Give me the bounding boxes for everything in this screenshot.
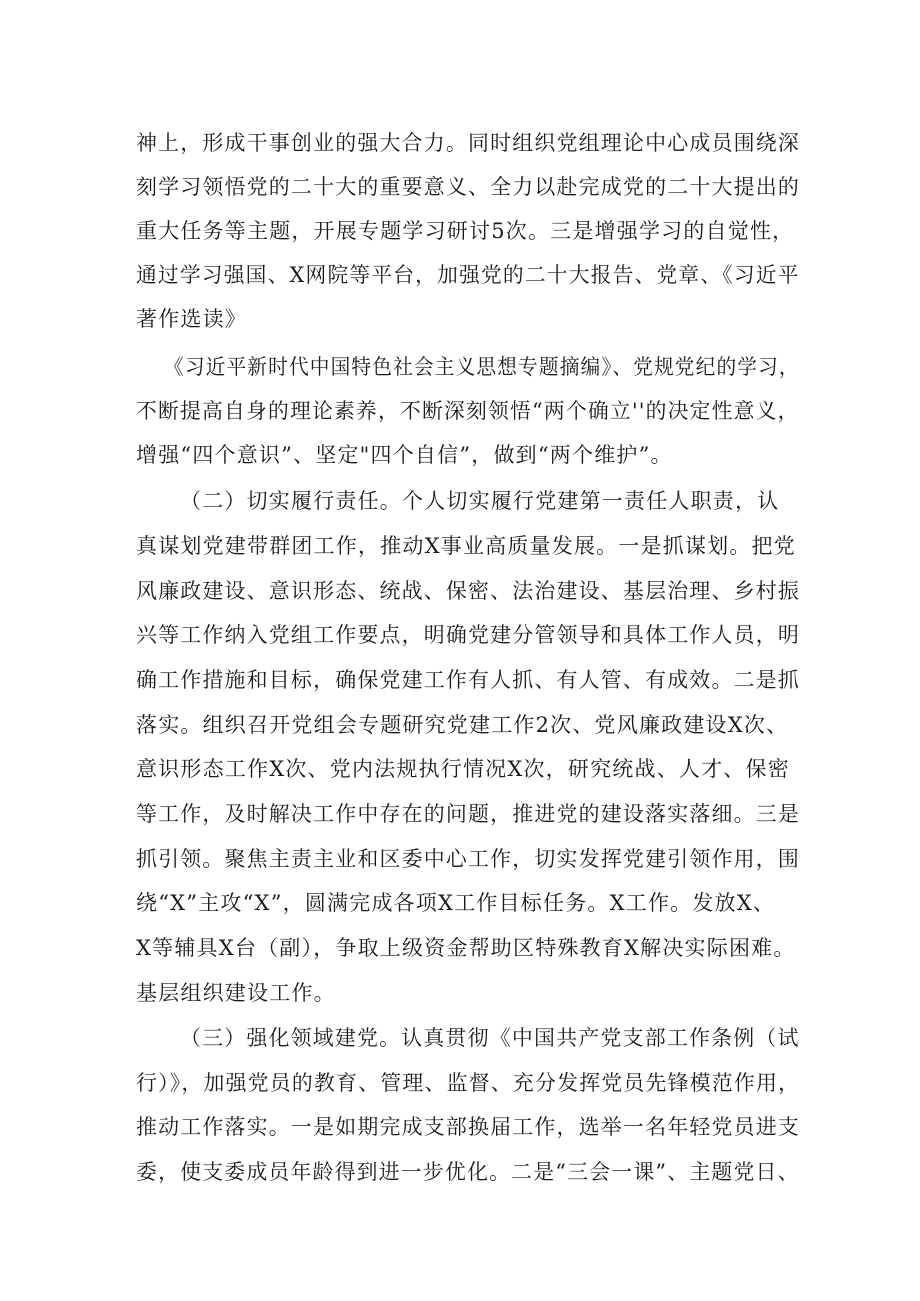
text-line: 等工作，及时解决工作中存在的问题，推进党的建设落实落细。三是 (136, 802, 801, 826)
text-line: 绕“X”主攻“X”，圆满完成各项X工作目标任务。X工作。发放X、 (136, 891, 776, 915)
text-line: 兴等工作纳入党组工作要点，明确党建分管领导和具体工作人员，明 (136, 623, 801, 647)
text-line: 推动工作落实。一是如期完成支部换届工作，选举一名年轻党员进支 (136, 1115, 801, 1139)
text-line: 神上，形成干事创业的强大合力。同时组织党组理论中心成员围绕深 (136, 131, 801, 155)
text-line: 著作选读》 (136, 307, 247, 331)
text-line: 真谋划党建带群团工作，推动X事业高质量发展。一是抓谋划。把党 (136, 534, 796, 558)
text-line: 《习近平新时代中国特色社会主义思想专题摘编》、党规党纪的学习， (164, 355, 800, 379)
text-line: X等辅具X台（副），争取上级资金帮助区特殊教育X解决实际困难。 (136, 936, 796, 960)
text-line: 不断提高自身的理论素养，不断深刻领悟“两个确立''的决定性意义， (136, 399, 800, 423)
text-line: 行）》，加强党员的教育、管理、监督、充分发挥党员先锋模范作用， (136, 1071, 801, 1095)
text-line: 落实。组织召开党组会专题研究党建工作2次、党风廉政建设X次、 (136, 713, 789, 737)
section-heading-two: （二）切实履行责任。个人切实履行党建第一责任人职责，认 (180, 489, 780, 513)
text-line: 通过学习强国、X网院等平台，加强党的二十大报告、党章、《习近平 (136, 263, 800, 287)
text-line: 基层组织建设工作。 (136, 981, 336, 1005)
text-line: 增强“四个意识”、坚定"四个自信”，做到“两个维护”。 (136, 443, 673, 467)
text-line: 确工作措施和目标，确保党建工作有人抓、有人管、有成效。二是抓 (136, 668, 801, 692)
text-line: 风廉政建设、意识形态、统战、保密、法治建设、基层治理、乡村振 (136, 579, 801, 603)
section-heading-three: （三）强化领域建党。认真贯彻《中国共产党支部工作条例（试 (180, 1026, 800, 1050)
text-line: 抓引领。聚焦主责主业和区委中心工作，切实发挥党建引领作用，围 (136, 847, 801, 871)
text-line: 委，使支委成员年龄得到进一步优化。二是“三会一课”、主题党日、 (136, 1160, 800, 1184)
text-line: 意识形态工作X次、党内法规执行情况X次，研究统战、人才、保密 (136, 757, 790, 781)
text-line: 重大任务等主题，开展专题学习研讨5次。三是增强学习的自觉性， (136, 219, 795, 243)
text-line: 刻学习领悟党的二十大的重要意义、全力以赴完成党的二十大提出的 (136, 175, 801, 199)
